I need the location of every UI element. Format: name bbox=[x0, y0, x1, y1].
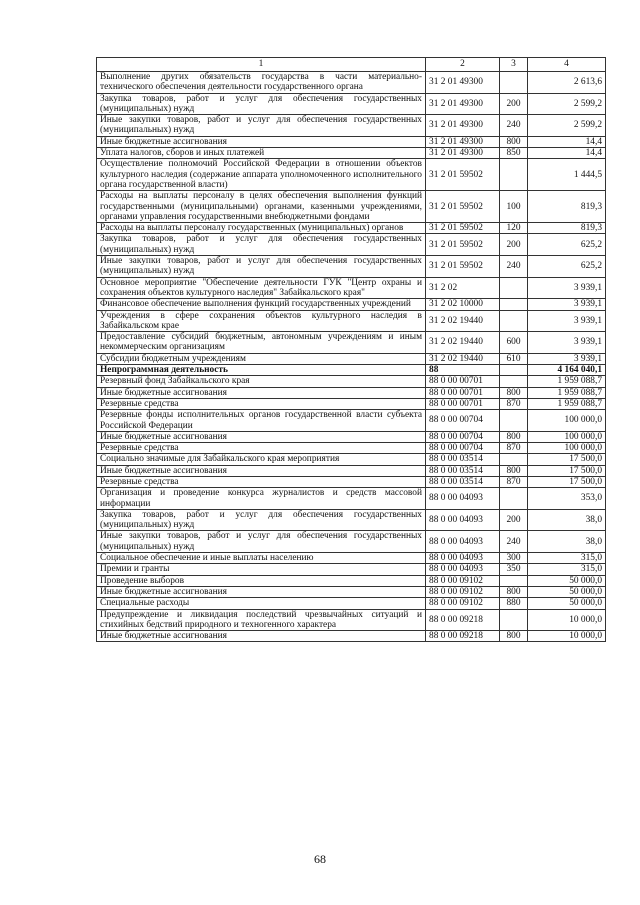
row-name: Иные бюджетные ассигнования bbox=[97, 631, 426, 642]
row-amount: 100 000,0 bbox=[528, 431, 606, 442]
row-code: 88 0 00 04093 bbox=[426, 509, 500, 531]
row-code: 88 0 00 09102 bbox=[426, 598, 500, 609]
row-name: Осуществление полномочий Российской Федерации в отношении объектов культурного наследия (содержание аппарата уполномоченного исполнительного органа государственной власти) bbox=[97, 159, 426, 191]
row-expense-type: 800 bbox=[500, 431, 528, 442]
column-number-row bbox=[97, 58, 606, 72]
table-row bbox=[97, 586, 606, 597]
row-amount: 14,4 bbox=[528, 136, 606, 147]
row-code: 88 0 00 03514 bbox=[426, 465, 500, 476]
table-row bbox=[97, 148, 606, 159]
row-amount: 353,0 bbox=[528, 488, 606, 510]
row-amount: 17 500,0 bbox=[528, 476, 606, 487]
row-expense-type: 240 bbox=[500, 256, 528, 278]
row-amount: 14,4 bbox=[528, 148, 606, 159]
row-expense-type: 800 bbox=[500, 586, 528, 597]
table-row bbox=[97, 93, 606, 115]
row-name: Резервные средства bbox=[97, 443, 426, 454]
row-expense-type: 240 bbox=[500, 531, 528, 553]
row-code: 31 2 02 19440 bbox=[426, 332, 500, 354]
table-row bbox=[97, 115, 606, 137]
table-row bbox=[97, 353, 606, 364]
row-expense-type bbox=[500, 72, 528, 94]
table-row bbox=[97, 454, 606, 465]
row-code: 88 0 00 04093 bbox=[426, 553, 500, 564]
table-row bbox=[97, 398, 606, 409]
row-amount: 1 959 088,7 bbox=[528, 387, 606, 398]
row-amount: 1 959 088,7 bbox=[528, 376, 606, 387]
row-amount: 100 000,0 bbox=[528, 410, 606, 432]
row-expense-type bbox=[500, 376, 528, 387]
row-name: Резервный фонд Забайкальского края bbox=[97, 376, 426, 387]
row-amount: 819,3 bbox=[528, 223, 606, 234]
row-amount: 10 000,0 bbox=[528, 631, 606, 642]
column-number-4: 4 bbox=[528, 58, 606, 72]
row-code: 31 2 02 19440 bbox=[426, 353, 500, 364]
row-code: 88 0 00 00704 bbox=[426, 443, 500, 454]
row-expense-type bbox=[500, 159, 528, 191]
row-amount: 315,0 bbox=[528, 564, 606, 575]
row-name: Резервные средства bbox=[97, 398, 426, 409]
row-expense-type: 300 bbox=[500, 553, 528, 564]
row-name: Иные закупки товаров, работ и услуг для обеспечения государственных (муниципальных) нужд bbox=[97, 256, 426, 278]
row-name: Иные бюджетные ассигнования bbox=[97, 387, 426, 398]
row-name: Субсидии бюджетным учреждениям bbox=[97, 353, 426, 364]
row-amount: 50 000,0 bbox=[528, 575, 606, 586]
row-name: Финансовое обеспечение выполнения функций государственных учреждений bbox=[97, 299, 426, 310]
row-amount: 819,3 bbox=[528, 191, 606, 223]
row-name: Выполнение других обязательств государства в части материально-технического обеспечения деятельности государственного органа bbox=[97, 72, 426, 94]
row-expense-type bbox=[500, 365, 528, 376]
row-name: Закупка товаров, работ и услуг для обеспечения государственных (муниципальных) нужд bbox=[97, 234, 426, 256]
row-amount: 3 939,1 bbox=[528, 310, 606, 332]
column-number-2: 2 bbox=[426, 58, 500, 72]
row-expense-type: 200 bbox=[500, 234, 528, 256]
row-code: 88 bbox=[426, 365, 500, 376]
row-expense-type: 870 bbox=[500, 476, 528, 487]
table-row bbox=[97, 465, 606, 476]
table-row bbox=[97, 310, 606, 332]
table-row bbox=[97, 136, 606, 147]
table-row bbox=[97, 234, 606, 256]
row-amount: 2 613,6 bbox=[528, 72, 606, 94]
table-row bbox=[97, 191, 606, 223]
row-name: Закупка товаров, работ и услуг для обеспечения государственных (муниципальных) нужд bbox=[97, 93, 426, 115]
table-body bbox=[97, 72, 606, 642]
row-amount: 4 164 040,1 bbox=[528, 365, 606, 376]
row-amount: 625,2 bbox=[528, 234, 606, 256]
table-row bbox=[97, 256, 606, 278]
row-amount: 1 444,5 bbox=[528, 159, 606, 191]
table-row bbox=[97, 376, 606, 387]
row-code: 31 2 02 bbox=[426, 277, 500, 299]
row-code: 31 2 01 49300 bbox=[426, 136, 500, 147]
row-name: Непрограммная деятельность bbox=[97, 365, 426, 376]
table-row bbox=[97, 553, 606, 564]
row-code: 88 0 00 04093 bbox=[426, 488, 500, 510]
row-amount: 3 939,1 bbox=[528, 332, 606, 354]
table-row bbox=[97, 631, 606, 642]
row-name: Учреждения в сфере сохранения объектов культурного наследия в Забайкальском крае bbox=[97, 310, 426, 332]
row-expense-type bbox=[500, 609, 528, 631]
row-name: Расходы на выплаты персоналу в целях обеспечения выполнения функций государственными (муниципальными) органами, казенными учреждениями, органами управления государственными внебюджетными фондами bbox=[97, 191, 426, 223]
page-number: 68 bbox=[314, 852, 326, 866]
row-expense-type: 800 bbox=[500, 465, 528, 476]
row-name: Специальные расходы bbox=[97, 598, 426, 609]
row-amount: 3 939,1 bbox=[528, 277, 606, 299]
row-code: 31 2 01 59502 bbox=[426, 223, 500, 234]
row-code: 88 0 00 00704 bbox=[426, 410, 500, 432]
table-row bbox=[97, 365, 606, 376]
row-name: Организация и проведение конкурса журналистов и средств массовой информации bbox=[97, 488, 426, 510]
row-amount: 625,2 bbox=[528, 256, 606, 278]
row-expense-type: 610 bbox=[500, 353, 528, 364]
row-amount: 315,0 bbox=[528, 553, 606, 564]
row-expense-type: 870 bbox=[500, 398, 528, 409]
row-name: Расходы на выплаты персоналу государственных (муниципальных) органов bbox=[97, 223, 426, 234]
row-expense-type bbox=[500, 277, 528, 299]
row-code: 88 0 00 00704 bbox=[426, 431, 500, 442]
row-code: 88 0 00 09218 bbox=[426, 609, 500, 631]
row-name: Основное мероприятие "Обеспечение деятельности ГУК "Центр охраны и сохранения объектов культурного наследия" Забайкальского края" bbox=[97, 277, 426, 299]
row-amount: 2 599,2 bbox=[528, 93, 606, 115]
row-expense-type bbox=[500, 488, 528, 510]
row-code: 88 0 00 04093 bbox=[426, 564, 500, 575]
row-code: 88 0 00 09218 bbox=[426, 631, 500, 642]
row-amount: 38,0 bbox=[528, 509, 606, 531]
row-name: Проведение выборов bbox=[97, 575, 426, 586]
row-code: 31 2 02 10000 bbox=[426, 299, 500, 310]
table-row bbox=[97, 575, 606, 586]
row-expense-type bbox=[500, 454, 528, 465]
row-name: Иные закупки товаров, работ и услуг для обеспечения государственных (муниципальных) нужд bbox=[97, 531, 426, 553]
row-expense-type: 850 bbox=[500, 148, 528, 159]
row-name: Резервные фонды исполнительных органов государственной власти субъекта Российской Федерации bbox=[97, 410, 426, 432]
row-name: Предоставление субсидий бюджетным, автономным учреждениям и иным некоммерческим организациям bbox=[97, 332, 426, 354]
row-amount: 2 599,2 bbox=[528, 115, 606, 137]
row-name: Иные закупки товаров, работ и услуг для обеспечения государственных (муниципальных) нужд bbox=[97, 115, 426, 137]
row-expense-type: 240 bbox=[500, 115, 528, 137]
row-expense-type bbox=[500, 410, 528, 432]
row-amount: 17 500,0 bbox=[528, 454, 606, 465]
row-amount: 10 000,0 bbox=[528, 609, 606, 631]
table-row bbox=[97, 609, 606, 631]
row-expense-type: 350 bbox=[500, 564, 528, 575]
row-code: 88 0 00 09102 bbox=[426, 586, 500, 597]
row-name: Иные бюджетные ассигнования bbox=[97, 431, 426, 442]
table-row bbox=[97, 443, 606, 454]
row-expense-type: 870 bbox=[500, 443, 528, 454]
row-amount: 3 939,1 bbox=[528, 353, 606, 364]
row-code: 31 2 01 59502 bbox=[426, 256, 500, 278]
row-code: 88 0 00 04093 bbox=[426, 531, 500, 553]
row-code: 88 0 00 00701 bbox=[426, 387, 500, 398]
row-code: 31 2 01 59502 bbox=[426, 191, 500, 223]
row-expense-type: 200 bbox=[500, 509, 528, 531]
column-number-1: 1 bbox=[97, 58, 426, 72]
row-expense-type: 800 bbox=[500, 387, 528, 398]
row-name: Социальное обеспечение и иные выплаты населению bbox=[97, 553, 426, 564]
budget-table bbox=[96, 57, 606, 642]
row-code: 31 2 02 19440 bbox=[426, 310, 500, 332]
row-expense-type: 880 bbox=[500, 598, 528, 609]
table-row bbox=[97, 410, 606, 432]
row-amount: 1 959 088,7 bbox=[528, 398, 606, 409]
row-amount: 3 939,1 bbox=[528, 299, 606, 310]
row-name: Иные бюджетные ассигнования bbox=[97, 586, 426, 597]
row-name: Резервные средства bbox=[97, 476, 426, 487]
table-row bbox=[97, 387, 606, 398]
row-code: 88 0 00 00701 bbox=[426, 376, 500, 387]
row-amount: 38,0 bbox=[528, 531, 606, 553]
row-code: 31 2 01 49300 bbox=[426, 93, 500, 115]
row-code: 31 2 01 49300 bbox=[426, 115, 500, 137]
table-row bbox=[97, 598, 606, 609]
row-name: Иные бюджетные ассигнования bbox=[97, 136, 426, 147]
row-expense-type bbox=[500, 575, 528, 586]
row-expense-type: 600 bbox=[500, 332, 528, 354]
row-code: 88 0 00 03514 bbox=[426, 476, 500, 487]
row-code: 88 0 00 09102 bbox=[426, 575, 500, 586]
row-name: Премии и гранты bbox=[97, 564, 426, 575]
row-name: Закупка товаров, работ и услуг для обеспечения государственных (муниципальных) нужд bbox=[97, 509, 426, 531]
row-name: Социально значимые для Забайкальского края мероприятия bbox=[97, 454, 426, 465]
table-row bbox=[97, 531, 606, 553]
row-code: 31 2 01 59502 bbox=[426, 234, 500, 256]
row-name: Уплата налогов, сборов и иных платежей bbox=[97, 148, 426, 159]
row-expense-type: 800 bbox=[500, 631, 528, 642]
row-expense-type bbox=[500, 299, 528, 310]
row-amount: 100 000,0 bbox=[528, 443, 606, 454]
row-amount: 50 000,0 bbox=[528, 598, 606, 609]
table-row bbox=[97, 564, 606, 575]
table-row bbox=[97, 509, 606, 531]
table-row bbox=[97, 299, 606, 310]
row-code: 31 2 01 49300 bbox=[426, 148, 500, 159]
row-amount: 17 500,0 bbox=[528, 465, 606, 476]
table-row bbox=[97, 72, 606, 94]
table-row bbox=[97, 223, 606, 234]
table-row bbox=[97, 159, 606, 191]
row-code: 88 0 00 03514 bbox=[426, 454, 500, 465]
row-name: Иные бюджетные ассигнования bbox=[97, 465, 426, 476]
table-row bbox=[97, 332, 606, 354]
row-code: 31 2 01 49300 bbox=[426, 72, 500, 94]
row-expense-type: 200 bbox=[500, 93, 528, 115]
row-expense-type: 120 bbox=[500, 223, 528, 234]
row-amount: 50 000,0 bbox=[528, 586, 606, 597]
column-number-3: 3 bbox=[500, 58, 528, 72]
row-code: 31 2 01 59502 bbox=[426, 159, 500, 191]
row-name: Предупреждение и ликвидация последствий чрезвычайных ситуаций и стихийных бедствий природного и техногенного характера bbox=[97, 609, 426, 631]
row-expense-type: 100 bbox=[500, 191, 528, 223]
table-row bbox=[97, 476, 606, 487]
row-expense-type: 800 bbox=[500, 136, 528, 147]
row-code: 88 0 00 00701 bbox=[426, 398, 500, 409]
table-row bbox=[97, 488, 606, 510]
table-row bbox=[97, 431, 606, 442]
row-expense-type bbox=[500, 310, 528, 332]
table-row bbox=[97, 277, 606, 299]
